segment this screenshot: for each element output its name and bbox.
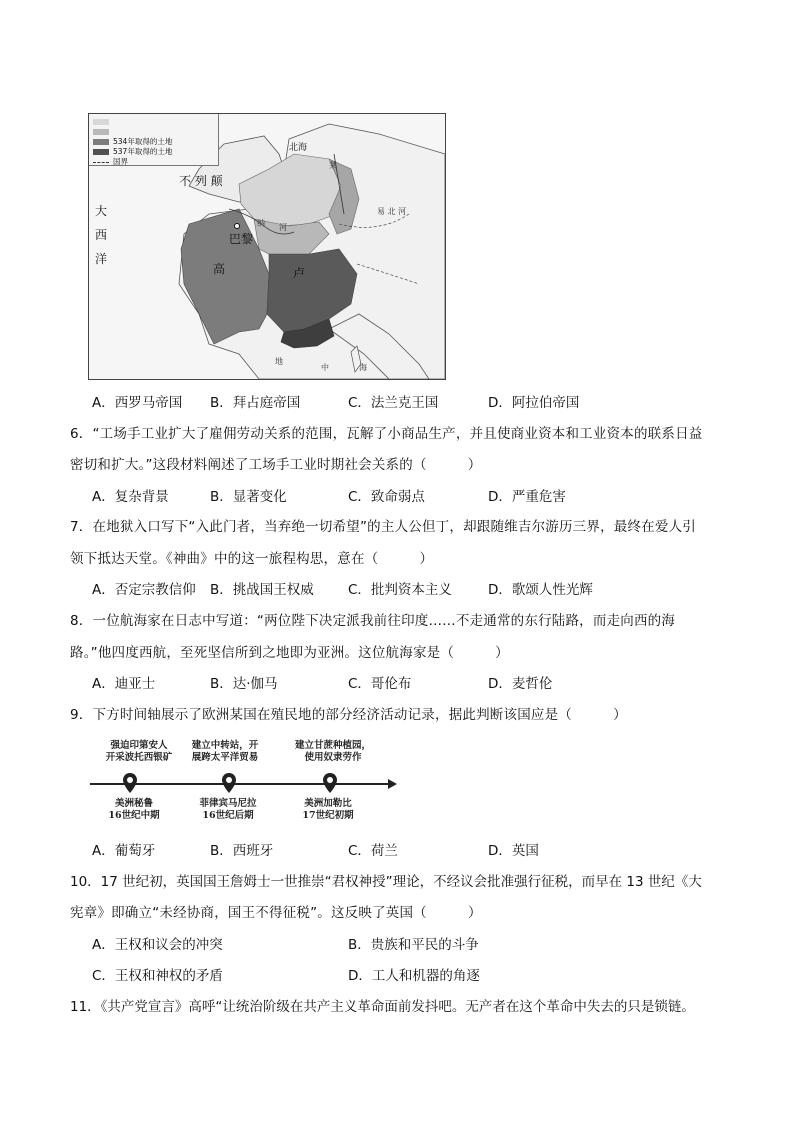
option-a[interactable]: A．迪亚士 bbox=[92, 676, 156, 692]
legend-row bbox=[93, 117, 214, 127]
timeline-event-line: 展跨太平洋贸易 bbox=[191, 752, 259, 763]
legend-label: 534年取得的土地 bbox=[113, 137, 173, 146]
timeline-arrow-icon bbox=[388, 779, 397, 789]
option-b[interactable]: B．挑战国王权威 bbox=[210, 582, 314, 598]
map-label-seine: 纳 bbox=[257, 219, 265, 228]
option-d[interactable]: D．歌颂人性光辉 bbox=[488, 582, 593, 598]
timeline-place-line: 16世纪后期 bbox=[202, 810, 254, 821]
question-8-line: 8．一位航海家在日志中写道：“两位陛下决定派我前往印度……不走通常的东行陆路，而走向西的海 bbox=[70, 613, 676, 629]
question-10-line: 10．17 世纪初，英国国王詹姆士一世推崇“君权神授”理论，不经议会批准强行征税，而早在 13 世纪《大 bbox=[70, 874, 702, 890]
option-d[interactable]: D．英国 bbox=[488, 843, 539, 859]
timeline-place-line: 美洲加勒比 bbox=[304, 798, 352, 809]
frankish-kingdom-map bbox=[88, 113, 446, 380]
option-c[interactable]: C．批判资本主义 bbox=[348, 582, 452, 598]
map-label-rhine: 莱 bbox=[329, 161, 337, 170]
legend-dashed-line bbox=[93, 162, 109, 163]
timeline-place-line: 17世纪初期 bbox=[302, 810, 354, 821]
timeline-event-line: 使用奴隶劳作 bbox=[304, 752, 362, 763]
colonial-timeline bbox=[88, 738, 408, 830]
question-6-line: 密切和扩大。”这段材料阐述了工场手工业时期社会关系的（ ） bbox=[70, 457, 482, 473]
map-label-med: 中 bbox=[321, 363, 329, 372]
map-label-paris: 巴黎 bbox=[229, 232, 254, 246]
map-legend bbox=[89, 114, 219, 166]
location-pin-icon bbox=[122, 772, 138, 794]
legend-row bbox=[93, 137, 214, 147]
option-b[interactable]: B．西班牙 bbox=[210, 843, 274, 859]
map-label-med: 地 bbox=[275, 357, 283, 366]
timeline-place bbox=[188, 798, 268, 822]
option-a[interactable]: A．王权和议会的冲突 bbox=[92, 937, 223, 953]
option-b[interactable]: B．拜占庭帝国 bbox=[210, 395, 301, 411]
option-d[interactable]: D．严重危害 bbox=[488, 489, 566, 505]
timeline-place-line: 16世纪中期 bbox=[108, 810, 160, 821]
question-6-line: 6．“工场手工业扩大了雇佣劳动关系的范围，瓦解了小商品生产，并且使商业资本和工业资本的联系日益 bbox=[70, 426, 703, 442]
option-a[interactable]: A．葡萄牙 bbox=[92, 843, 156, 859]
option-c[interactable]: C．王权和神权的矛盾 bbox=[92, 968, 223, 984]
legend-row bbox=[93, 157, 214, 167]
legend-label: 537年取得的土地 bbox=[113, 147, 173, 156]
option-c[interactable]: C．哥伦布 bbox=[348, 676, 412, 692]
timeline-event-line: 强迫印第安人 bbox=[110, 740, 168, 751]
legend-swatch bbox=[93, 149, 109, 155]
option-c[interactable]: C．法兰克王国 bbox=[348, 395, 439, 411]
timeline-event bbox=[94, 740, 184, 764]
location-pin-icon bbox=[322, 772, 338, 794]
question-10-line: 宪章》即确立“未经协商，国王不得征税”。这反映了英国（ ） bbox=[70, 905, 482, 921]
location-pin-icon bbox=[221, 772, 237, 794]
question-9-line: 9．下方时间轴展示了欧洲某国在殖民地的部分经济活动记录，据此判断该国应是（ ） bbox=[70, 707, 627, 723]
question-8-line: 路。”他四度西航，至死坚信所到之地即为亚洲。这位航海家是（ ） bbox=[70, 645, 509, 661]
map-label-gaul: 高 bbox=[213, 262, 226, 276]
legend-swatch bbox=[93, 119, 109, 125]
timeline-place-line: 菲律宾马尼拉 bbox=[199, 798, 257, 809]
legend-row bbox=[93, 147, 214, 157]
option-d[interactable]: D．工人和机器的角逐 bbox=[348, 968, 480, 984]
timeline-event bbox=[180, 740, 270, 764]
map-label-britain: 不 列 颠 bbox=[179, 174, 223, 188]
map-label-atlantic: 洋 bbox=[95, 252, 108, 266]
timeline-place bbox=[288, 798, 368, 822]
option-b[interactable]: B．贵族和平民的斗争 bbox=[348, 937, 479, 953]
map-label-atlantic: 西 bbox=[95, 228, 108, 242]
map-label-elbe: 易 北 河 bbox=[377, 207, 407, 216]
option-a[interactable]: A．西罗马帝国 bbox=[92, 395, 183, 411]
question-7-line: 7．在地狱入口写下“入此门者，当弃绝一切希望”的主人公但丁，却跟随维吉尔游历三界，最终在爱人引 bbox=[70, 519, 696, 535]
timeline-place-line: 美洲秘鲁 bbox=[114, 798, 153, 809]
timeline-event-line: 建立中转站，开 bbox=[191, 740, 259, 751]
timeline-event-line: 建立甘蔗种植园， bbox=[294, 740, 371, 751]
legend-swatch bbox=[93, 129, 109, 135]
legend-swatch bbox=[93, 139, 109, 145]
map-label-med: 海 bbox=[359, 363, 367, 372]
legend-label: 国界 bbox=[113, 157, 128, 166]
map-label-north-sea: 北海 bbox=[289, 143, 308, 153]
option-a[interactable]: A．复杂背景 bbox=[92, 489, 169, 505]
legend-row bbox=[93, 127, 214, 137]
map-label-seine: 河 bbox=[279, 223, 287, 232]
option-d[interactable]: D．阿拉伯帝国 bbox=[488, 395, 580, 411]
timeline-event bbox=[278, 740, 388, 764]
question-11-line: 11．《共产党宣言》高呼“让统治阶级在共产主义革命面前发抖吧。无产者在这个革命中失去的只是锁链。 bbox=[70, 999, 695, 1015]
map-label-atlantic: 大 bbox=[95, 204, 108, 218]
question-7-line: 领下抵达天堂。《神曲》中的这一旅程构思，意在（ ） bbox=[70, 551, 434, 567]
option-a[interactable]: A．否定宗教信仰 bbox=[92, 582, 196, 598]
timeline-place bbox=[94, 798, 174, 822]
option-b[interactable]: B．显著变化 bbox=[210, 489, 287, 505]
map-label-gaul: 卢 bbox=[293, 266, 306, 280]
option-d[interactable]: D．麦哲伦 bbox=[488, 676, 553, 692]
timeline-event-line: 开采波托西银矿 bbox=[105, 752, 173, 763]
option-c[interactable]: C．致命弱点 bbox=[348, 489, 425, 505]
option-c[interactable]: C．荷兰 bbox=[348, 843, 398, 859]
option-b[interactable]: B．达·伽马 bbox=[210, 676, 278, 692]
